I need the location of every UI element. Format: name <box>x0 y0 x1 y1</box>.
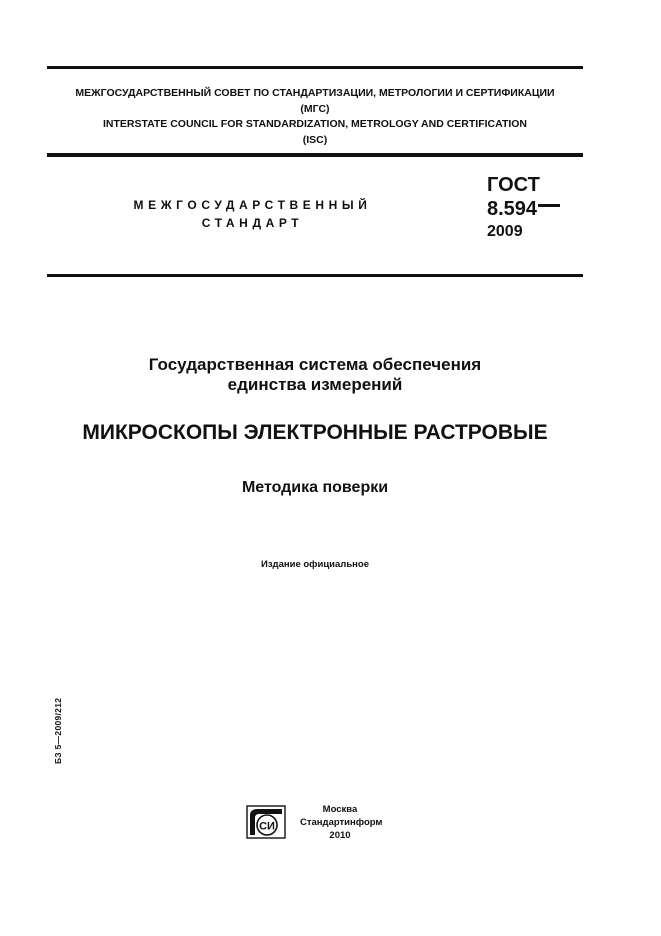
document-subtitle: Методика поверки <box>241 479 389 496</box>
designation-year: 2009 <box>487 223 523 240</box>
designation-dash <box>538 204 560 207</box>
standard-kind-line2: СТАНДАРТ <box>201 216 304 230</box>
system-title-line2: единства измерений <box>227 375 403 394</box>
edition-note: Издание официальное <box>261 559 369 570</box>
publisher-city: Москва <box>322 804 358 815</box>
council-abbr-en: (ISC) <box>302 133 328 146</box>
standard-designation <box>487 173 560 243</box>
standard-kind-line1: МЕЖГОСУДАРСТВЕННЫЙ <box>133 198 372 212</box>
header-rule <box>47 153 583 157</box>
standartinform-logo-icon <box>246 805 286 839</box>
designation-rule <box>47 274 583 277</box>
standard-kind <box>110 196 395 232</box>
publisher-year: 2010 <box>329 830 351 841</box>
top-rule <box>47 66 583 69</box>
system-title <box>47 355 583 395</box>
council-abbr-ru: (МГС) <box>300 102 330 115</box>
publisher-block <box>300 803 383 842</box>
designation-prefix: ГОСТ <box>487 174 540 196</box>
council-header <box>47 86 583 148</box>
system-title-line1: Государственная система обеспечения <box>148 355 482 374</box>
document-title: МИКРОСКОПЫ ЭЛЕКТРОННЫЕ РАСТРОВЫЕ <box>82 421 548 444</box>
publisher-name: Стандартинформ <box>300 817 383 828</box>
catalog-code: БЗ 5—2009/212 <box>53 697 63 764</box>
council-name-en: INTERSTATE COUNCIL FOR STANDARDIZATION, METROLOGY AND CERTIFICATION <box>102 118 528 130</box>
designation-number: 8.594 <box>487 198 538 220</box>
logo-text: СИ <box>259 820 275 833</box>
council-name-ru: МЕЖГОСУДАРСТВЕННЫЙ СОВЕТ ПО СТАНДАРТИЗАЦИИ, МЕТРОЛОГИИ И СЕРТИФИКАЦИИ <box>75 87 555 99</box>
